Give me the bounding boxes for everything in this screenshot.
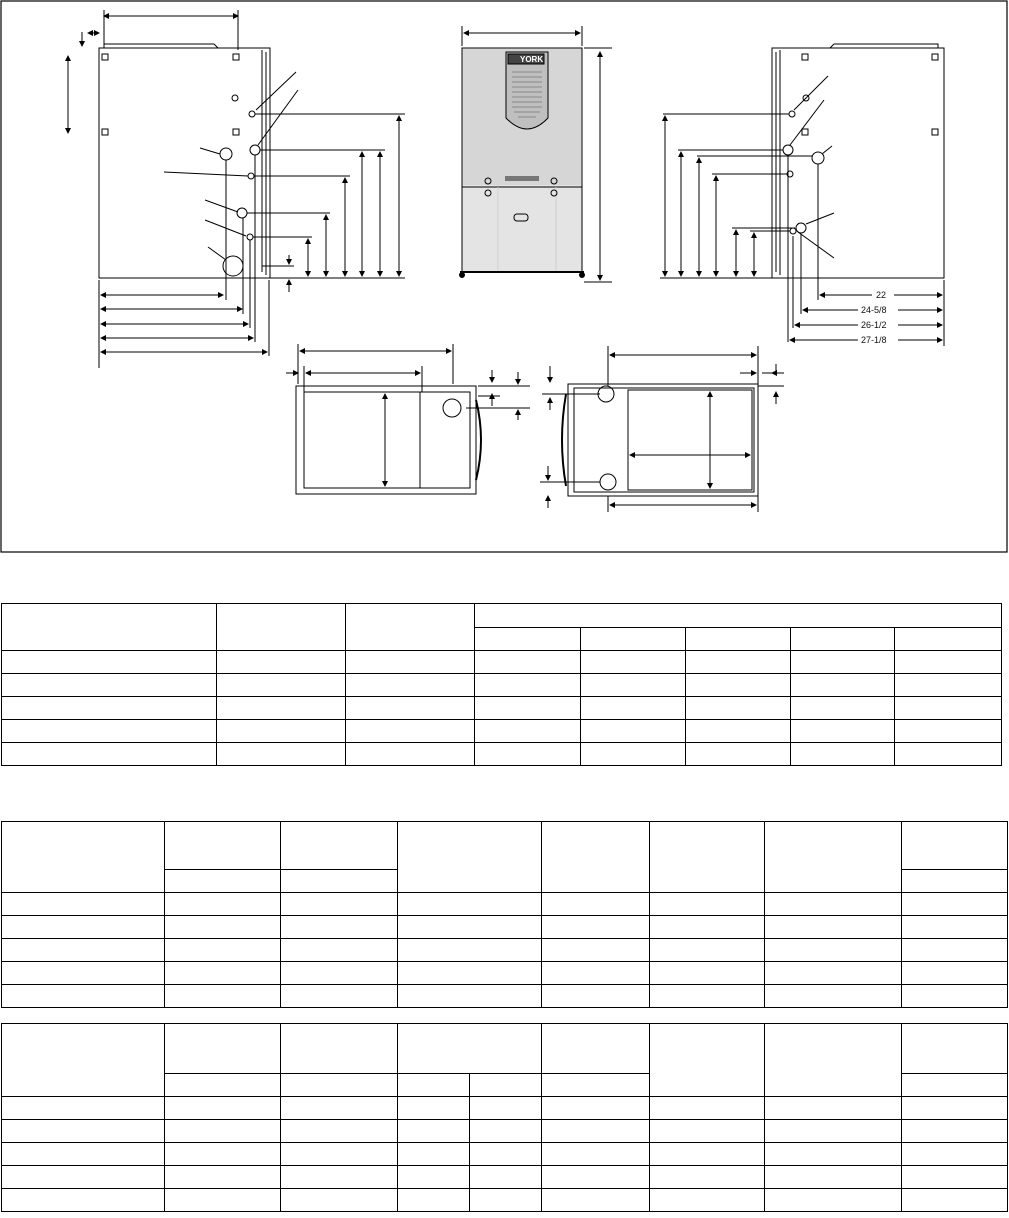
table-cell bbox=[281, 870, 398, 893]
front-panel-brand-text: YORK bbox=[520, 55, 544, 64]
table-cell bbox=[542, 1189, 650, 1212]
right-side-view bbox=[660, 44, 944, 346]
front-view bbox=[460, 26, 613, 282]
table-cell bbox=[475, 697, 581, 720]
table-cell bbox=[281, 1120, 398, 1143]
table-cell bbox=[765, 1024, 902, 1097]
table-cell bbox=[398, 893, 542, 916]
table-cell bbox=[902, 1166, 1008, 1189]
table-cell bbox=[281, 822, 398, 870]
table-cell bbox=[470, 1074, 542, 1097]
table-cell bbox=[650, 1189, 765, 1212]
table-3 bbox=[1, 1023, 1008, 1212]
table-cell bbox=[217, 743, 346, 766]
table-cell bbox=[542, 1120, 650, 1143]
table-cell bbox=[542, 822, 650, 893]
table-cell bbox=[346, 743, 475, 766]
table-cell bbox=[902, 1189, 1008, 1212]
table-cell bbox=[791, 674, 895, 697]
table-cell bbox=[2, 985, 165, 1008]
table-cell bbox=[398, 1074, 470, 1097]
table-cell bbox=[281, 916, 398, 939]
table-cell bbox=[542, 962, 650, 985]
table-row bbox=[2, 985, 1008, 1008]
table-cell bbox=[902, 822, 1008, 870]
table-cell bbox=[650, 1120, 765, 1143]
table-cell bbox=[398, 962, 542, 985]
table-cell bbox=[281, 962, 398, 985]
table-cell bbox=[165, 1143, 281, 1166]
furnace-dimension-drawing bbox=[0, 0, 1009, 560]
table-cell bbox=[542, 893, 650, 916]
table-cell bbox=[542, 1024, 650, 1074]
table-cell bbox=[165, 1074, 281, 1097]
table-cell bbox=[765, 1189, 902, 1212]
table-cell bbox=[398, 1097, 470, 1120]
table-cell bbox=[470, 1166, 542, 1189]
table-cell bbox=[686, 674, 791, 697]
table-cell bbox=[765, 1120, 902, 1143]
table-cell bbox=[895, 697, 1002, 720]
table-cell bbox=[2, 962, 165, 985]
table-cell bbox=[475, 627, 581, 651]
table-cell bbox=[281, 1097, 398, 1120]
table-cell bbox=[475, 743, 581, 766]
table-cell bbox=[765, 985, 902, 1008]
table-cell bbox=[398, 985, 542, 1008]
table-cell bbox=[217, 604, 346, 651]
table-cell bbox=[895, 651, 1002, 674]
table-cell bbox=[346, 674, 475, 697]
table-cell bbox=[542, 985, 650, 1008]
table-cell bbox=[398, 822, 542, 893]
table-row bbox=[2, 720, 1002, 743]
table-cell bbox=[650, 985, 765, 1008]
table-cell bbox=[902, 1074, 1008, 1097]
table-cell bbox=[346, 651, 475, 674]
table-cell bbox=[398, 1166, 470, 1189]
table-1 bbox=[1, 603, 1002, 766]
table-cell bbox=[165, 1097, 281, 1120]
table-cell bbox=[765, 893, 902, 916]
table-cell bbox=[2, 697, 217, 720]
table-cell bbox=[398, 1189, 470, 1212]
table-cell bbox=[791, 627, 895, 651]
table-cell bbox=[895, 627, 1002, 651]
table-cell bbox=[281, 985, 398, 1008]
table-cell bbox=[791, 743, 895, 766]
table-cell bbox=[686, 697, 791, 720]
table-cell bbox=[650, 893, 765, 916]
table-cell bbox=[281, 893, 398, 916]
table-cell bbox=[281, 1189, 398, 1212]
table-cell bbox=[542, 939, 650, 962]
table-cell bbox=[475, 674, 581, 697]
left-side-view bbox=[68, 10, 405, 368]
table-cell bbox=[281, 1166, 398, 1189]
table-cell bbox=[650, 1143, 765, 1166]
table-cell bbox=[650, 962, 765, 985]
table-cell bbox=[398, 1024, 542, 1074]
table-cell bbox=[542, 1097, 650, 1120]
dimension-label: 22 bbox=[876, 290, 887, 300]
table-cell bbox=[2, 1120, 165, 1143]
table-cell bbox=[2, 651, 217, 674]
table-cell bbox=[650, 1024, 765, 1097]
table-cell bbox=[2, 604, 217, 651]
table-cell bbox=[765, 1166, 902, 1189]
table-cell bbox=[165, 1120, 281, 1143]
table-cell bbox=[165, 893, 281, 916]
table-cell bbox=[581, 697, 686, 720]
table-cell bbox=[2, 822, 165, 893]
table-cell bbox=[895, 674, 1002, 697]
table-cell bbox=[581, 720, 686, 743]
table-cell bbox=[475, 720, 581, 743]
table-cell bbox=[281, 1143, 398, 1166]
table-cell bbox=[902, 893, 1008, 916]
table-cell bbox=[765, 822, 902, 893]
table-cell bbox=[650, 1097, 765, 1120]
table-cell bbox=[765, 916, 902, 939]
table-cell bbox=[650, 1166, 765, 1189]
dimension-label: 26-1/2 bbox=[861, 320, 887, 330]
table-cell bbox=[2, 1189, 165, 1212]
table-cell bbox=[765, 962, 902, 985]
table-cell bbox=[542, 1143, 650, 1166]
table-cell bbox=[165, 916, 281, 939]
table-cell bbox=[791, 720, 895, 743]
table-cell bbox=[470, 1120, 542, 1143]
table-row bbox=[2, 651, 1002, 674]
table-cell bbox=[398, 916, 542, 939]
table-cell bbox=[686, 651, 791, 674]
table-cell bbox=[165, 1189, 281, 1212]
table-cell bbox=[542, 1074, 650, 1097]
table-cell bbox=[2, 1143, 165, 1166]
table-cell bbox=[2, 939, 165, 962]
table-cell bbox=[346, 604, 475, 651]
table-cell bbox=[895, 720, 1002, 743]
table-row bbox=[2, 1166, 1008, 1189]
table-cell bbox=[470, 1189, 542, 1212]
table-cell bbox=[2, 1024, 165, 1097]
table-cell bbox=[895, 743, 1002, 766]
top-view bbox=[286, 344, 530, 494]
table-cell bbox=[2, 720, 217, 743]
table-row bbox=[2, 939, 1008, 962]
table-cell bbox=[650, 916, 765, 939]
table-row bbox=[2, 1143, 1008, 1166]
table-cell bbox=[281, 1024, 398, 1074]
table-cell bbox=[398, 939, 542, 962]
dimension-label: 27-1/8 bbox=[861, 335, 887, 345]
table-row bbox=[2, 962, 1008, 985]
table-cell bbox=[650, 822, 765, 893]
table-cell bbox=[346, 697, 475, 720]
table-cell bbox=[281, 1074, 398, 1097]
table-cell bbox=[346, 720, 475, 743]
table-cell bbox=[217, 651, 346, 674]
table-cell bbox=[398, 1120, 470, 1143]
table-cell bbox=[765, 1143, 902, 1166]
table-cell bbox=[475, 651, 581, 674]
table-cell bbox=[686, 743, 791, 766]
table-cell bbox=[165, 870, 281, 893]
table-cell bbox=[2, 916, 165, 939]
bottom-view bbox=[540, 346, 784, 512]
table-cell bbox=[2, 1166, 165, 1189]
table-cell bbox=[542, 1166, 650, 1189]
table-cell bbox=[581, 674, 686, 697]
table-cell bbox=[581, 627, 686, 651]
table-cell bbox=[2, 893, 165, 916]
table-cell bbox=[902, 916, 1008, 939]
table-cell bbox=[581, 743, 686, 766]
table-cell bbox=[902, 939, 1008, 962]
table-row bbox=[2, 743, 1002, 766]
table-cell bbox=[165, 939, 281, 962]
table-cell bbox=[2, 1097, 165, 1120]
table-cell bbox=[902, 1120, 1008, 1143]
table-cell bbox=[791, 651, 895, 674]
table-cell bbox=[902, 962, 1008, 985]
table-row bbox=[2, 916, 1008, 939]
table-row bbox=[2, 697, 1002, 720]
table-cell bbox=[165, 1024, 281, 1074]
table-cell bbox=[165, 962, 281, 985]
table-cell bbox=[165, 822, 281, 870]
table-cell bbox=[902, 1143, 1008, 1166]
dimension-label: 24-5/8 bbox=[861, 305, 887, 315]
table-cell bbox=[765, 939, 902, 962]
table-cell bbox=[581, 651, 686, 674]
table-2 bbox=[1, 821, 1008, 1008]
table-cell bbox=[281, 939, 398, 962]
table-cell bbox=[686, 627, 791, 651]
table-row bbox=[2, 674, 1002, 697]
table-cell bbox=[650, 939, 765, 962]
table-cell bbox=[542, 916, 650, 939]
table-cell bbox=[470, 1143, 542, 1166]
table-row bbox=[2, 1120, 1008, 1143]
table-cell bbox=[686, 720, 791, 743]
table-cell bbox=[217, 720, 346, 743]
table-cell bbox=[791, 697, 895, 720]
table-cell bbox=[470, 1097, 542, 1120]
table-row bbox=[2, 1189, 1008, 1212]
table-row bbox=[2, 1097, 1008, 1120]
table-row bbox=[2, 893, 1008, 916]
table-cell bbox=[902, 1097, 1008, 1120]
table-cell bbox=[902, 985, 1008, 1008]
table-cell bbox=[2, 674, 217, 697]
table-cell bbox=[765, 1097, 902, 1120]
table-cell bbox=[217, 674, 346, 697]
table-cell bbox=[902, 870, 1008, 893]
table-cell bbox=[902, 1024, 1008, 1074]
table-cell bbox=[165, 985, 281, 1008]
table-cell bbox=[475, 604, 1002, 628]
table-cell bbox=[398, 1143, 470, 1166]
table-cell bbox=[165, 1166, 281, 1189]
table-cell bbox=[217, 697, 346, 720]
table-cell bbox=[2, 743, 217, 766]
